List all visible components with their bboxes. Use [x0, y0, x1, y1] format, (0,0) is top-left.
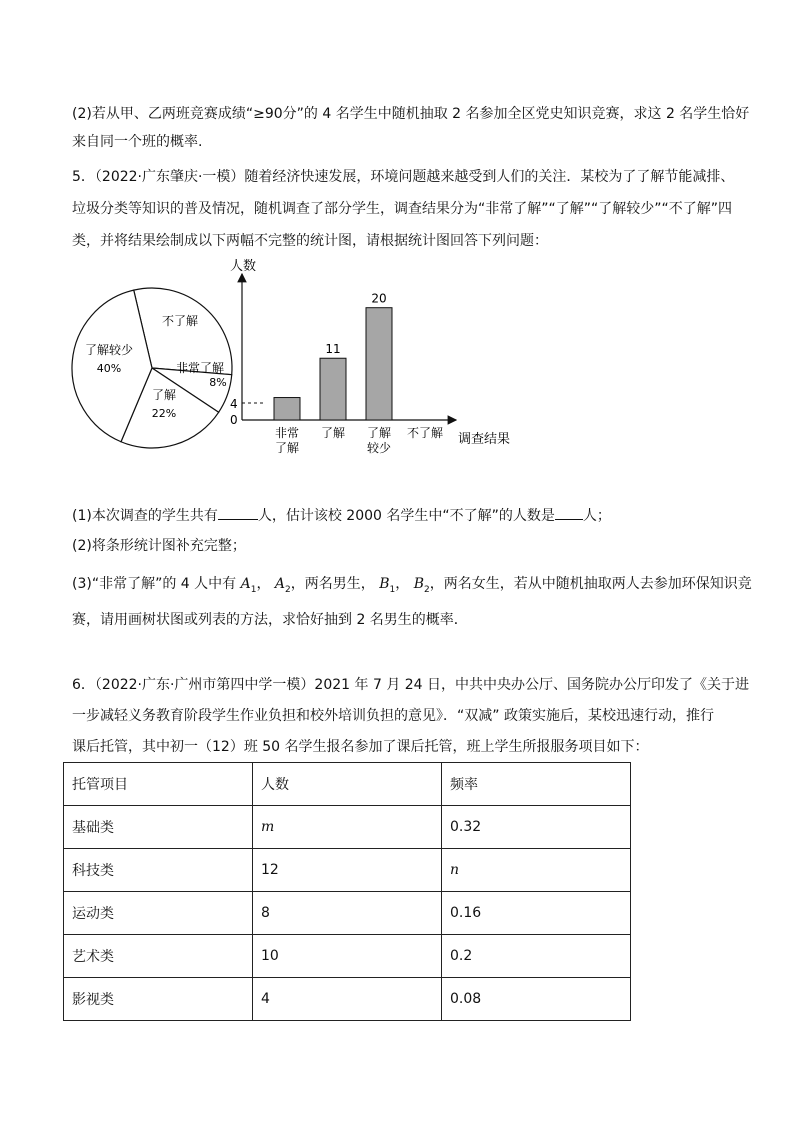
q5-sub3-text-b: ，两名男生， [290, 576, 375, 592]
q6-stem-line3: 课后托管，其中初一（12）班 50 名学生报名参加了课后托管，班上学生所报服务项目如下： [72, 739, 649, 755]
var-b1: B [379, 576, 390, 592]
q5-sub3-text-a: (3)“非常了解”的 4 人中有 [72, 576, 237, 592]
table-row [64, 978, 631, 1021]
q5-stem-line1: 5．（2022·广东肇庆·一模）随着经济快速发展，环境问题越来越受到人们的关注．某校为了了解节能减排、 [72, 169, 735, 185]
table-header-cell: 人数 [253, 763, 442, 806]
y-tick-4: 4 [230, 397, 238, 411]
table-cell: 影视类 [64, 978, 253, 1021]
q4-part2-line1: (2)若从甲、乙两班竞赛成绩“≥90分”的 4 名学生中随机抽取 2 名参加全区党史知识竞赛，求这 2 名学生恰好 [72, 106, 750, 122]
q6-stem-line2: 一步减轻义务教育阶段学生作业负担和校外培训负担的意见》．“双减” 政策实施后，某校迅速行动，推行 [72, 708, 714, 724]
q5-sub1-text-c: 人； [582, 508, 611, 524]
table-cell: 0.2 [442, 935, 631, 978]
pie-label-very-aware: 非常了解 [175, 361, 225, 375]
table-header-cell: 托管项目 [64, 763, 253, 806]
x-tick-label-4: 不了解 [406, 426, 444, 440]
pie-percent-aware: 22% [151, 407, 177, 420]
x-tick-label-1: 非常 [274, 426, 300, 440]
table-header-row [64, 763, 631, 806]
var-b2: B [413, 576, 425, 592]
pie-label-less-aware: 了解较少 [84, 343, 134, 357]
table-cell: 4 [253, 978, 442, 1021]
table-cell: 运动类 [64, 892, 253, 935]
bar-1 [274, 398, 300, 420]
x-tick-label-3: 了解 [366, 426, 392, 440]
answer-blank-total[interactable] [218, 505, 258, 520]
bar-value-label-2: 11 [325, 342, 341, 357]
sep-2: ， [395, 576, 410, 592]
table-cell: 科技类 [64, 849, 253, 892]
table-row [64, 849, 631, 892]
q5-stem-line3: 类，并将结果绘制成以下两幅不完整的统计图，请根据统计图回答下列问题： [72, 233, 548, 249]
var-a2: A [274, 576, 286, 592]
sub-b1: 1 [389, 584, 396, 595]
q5-sub1-text-b: 人，估计该校 2000 名学生中“不了解”的人数是 [257, 508, 555, 524]
q5-stem-line2: 垃圾分类等知识的普及情况，随机调查了部分学生，调查结果分为“非常了解”“了解”“了解较少”“不了解”四 [72, 201, 733, 217]
answer-blank-unaware[interactable] [555, 505, 583, 520]
pie-chart [66, 283, 242, 453]
pie-label-aware: 了解 [151, 388, 177, 402]
bar-2 [320, 358, 346, 420]
x-tick-label-2: 了解 [320, 426, 346, 440]
sub-a1: 1 [250, 584, 257, 595]
pie-label-unaware: 不了解 [161, 314, 199, 328]
table-cell: n [442, 849, 631, 892]
q5-sub3-text-c: ，两名女生，若从中随机抽取两人去参加环保知识竞 [429, 576, 752, 592]
q5-sub1-text-a: (1)本次调查的学生共有 [72, 508, 218, 524]
q6-stem-line1: 6．（2022·广东·广州市第四中学一模）2021 年 7 月 24 日，中共中央办公厅、国务院办公厅印发了《关于进 [72, 677, 750, 693]
y-axis-label: 人数 [230, 259, 257, 274]
table-cell: 0.32 [442, 806, 631, 849]
table-row [64, 892, 631, 935]
bar-3 [366, 308, 392, 420]
table-cell: 艺术类 [64, 935, 253, 978]
table-cell: m [253, 806, 442, 849]
pie-percent-very-aware: 8% [209, 376, 227, 389]
var-a1: A [240, 576, 251, 592]
table-header-cell: 频率 [442, 763, 631, 806]
table-cell: 基础类 [64, 806, 253, 849]
q5-sub1 [72, 505, 611, 526]
table-cell: 0.16 [442, 892, 631, 935]
bar-value-label-3: 20 [371, 291, 387, 306]
sep-1: ， [256, 576, 271, 592]
sub-a2: 2 [285, 584, 291, 595]
q4-part2-line2: 来自同一个班的概率. [72, 134, 203, 150]
table-cell: 12 [253, 849, 442, 892]
y-tick-0: 0 [230, 413, 238, 427]
service-table [63, 762, 631, 1021]
pie-percent-less-aware: 40% [96, 362, 122, 375]
table-row [64, 935, 631, 978]
x-tick-label-3: 较少 [366, 441, 392, 455]
bar-chart [220, 252, 520, 462]
sub-b2: 2 [424, 584, 430, 595]
x-tick-label-1: 了解 [274, 441, 300, 455]
table-cell: 8 [253, 892, 442, 935]
q5-sub3-line2: 赛，请用画树状图或列表的方法，求恰好抽到 2 名男生的概率． [72, 612, 468, 628]
table-cell: 10 [253, 935, 442, 978]
x-axis-label: 调查结果 [458, 432, 511, 447]
table-cell: 0.08 [442, 978, 631, 1021]
q5-sub2: (2)将条形统计图补充完整； [72, 538, 246, 554]
table-row [64, 806, 631, 849]
q5-sub3-line1 [72, 574, 752, 600]
